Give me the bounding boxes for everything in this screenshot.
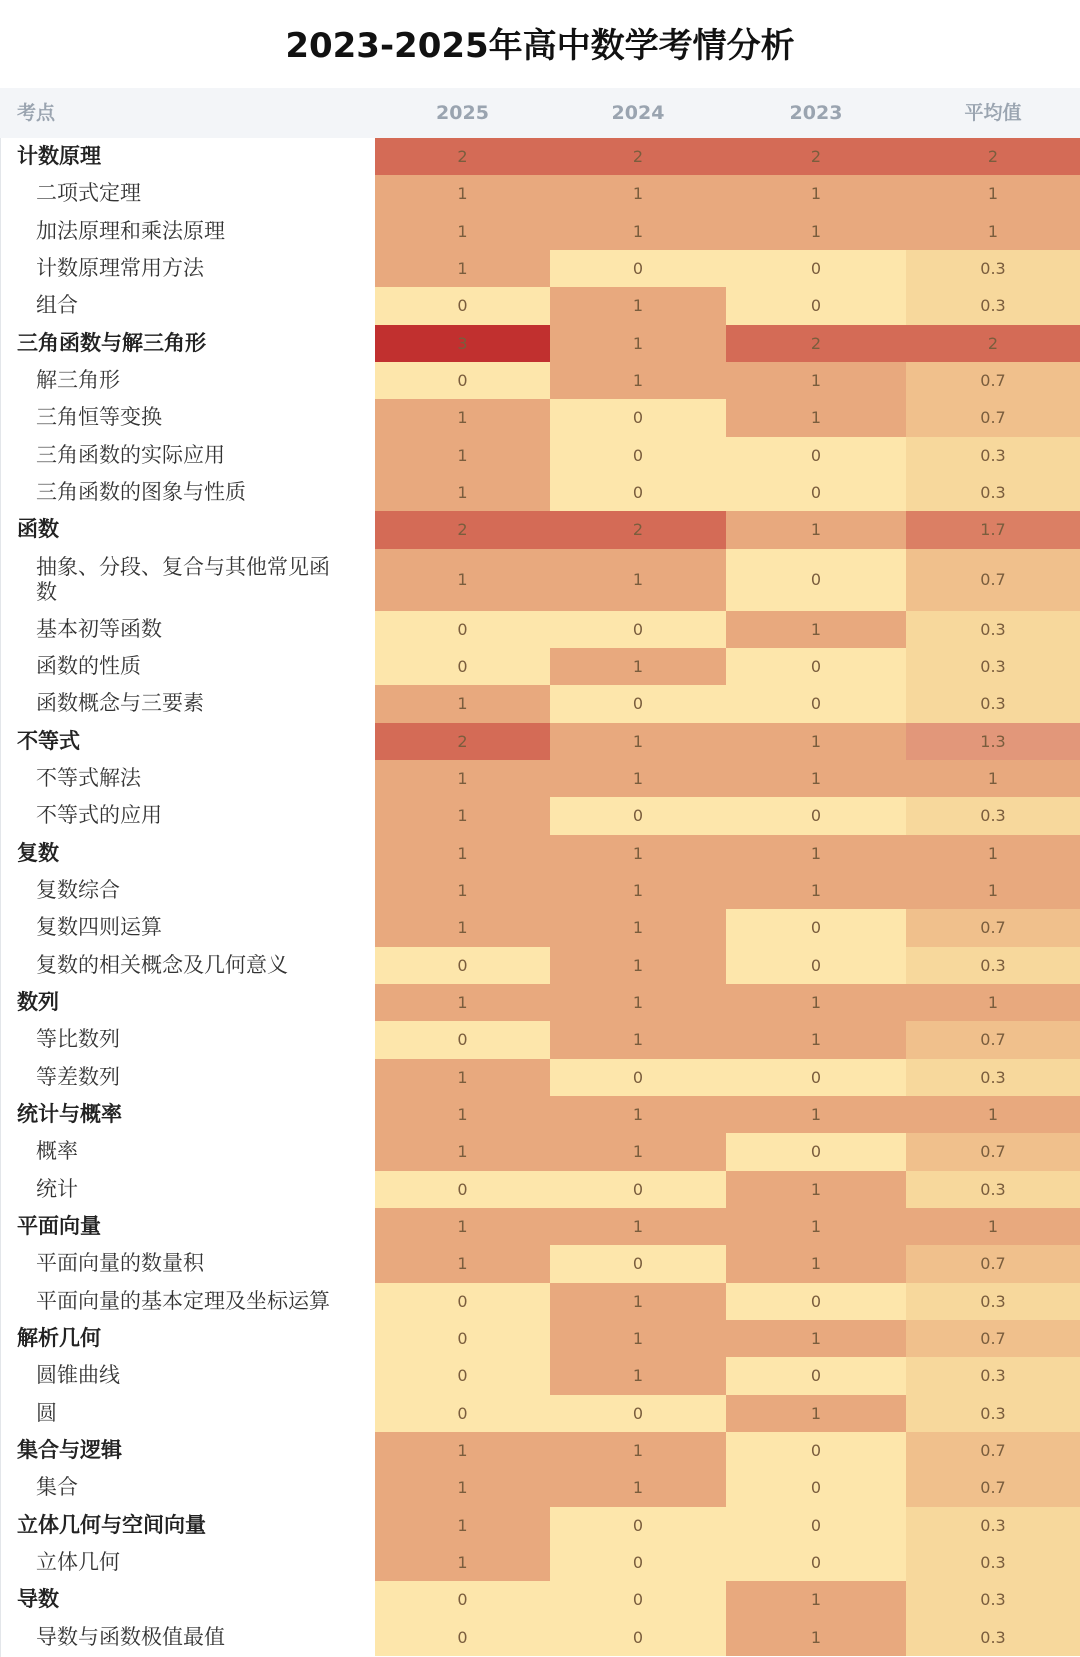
heat-cell: 1 bbox=[726, 1208, 906, 1245]
heat-cell: 1 bbox=[550, 1320, 726, 1357]
heat-cell: 1 bbox=[550, 175, 726, 212]
table-row bbox=[0, 797, 1080, 834]
heat-cell: 1 bbox=[726, 1320, 906, 1357]
table-row bbox=[0, 1544, 1080, 1581]
table-row bbox=[0, 1133, 1080, 1170]
heat-cell: 1 bbox=[375, 399, 550, 436]
heat-cell: 1 bbox=[550, 872, 726, 909]
heat-cell: 0 bbox=[550, 1171, 726, 1208]
heat-cell: 0 bbox=[550, 399, 726, 436]
heat-cell: 1 bbox=[375, 1544, 550, 1581]
average-cell: 0.3 bbox=[906, 1619, 1080, 1656]
table-row bbox=[0, 947, 1080, 984]
heat-cell: 0 bbox=[550, 1544, 726, 1581]
heat-cell: 0 bbox=[726, 947, 906, 984]
heat-cell: 1 bbox=[550, 213, 726, 250]
header-2024[interactable]: 2024 bbox=[611, 102, 665, 124]
table-row bbox=[0, 1395, 1080, 1432]
table-row bbox=[0, 1171, 1080, 1208]
average-cell: 0.7 bbox=[906, 1245, 1080, 1282]
heat-cell: 1 bbox=[726, 1395, 906, 1432]
topic-label: 复数 bbox=[17, 840, 59, 865]
table-row bbox=[0, 138, 1080, 175]
heat-cell: 1 bbox=[375, 474, 550, 511]
heat-cell: 0 bbox=[375, 947, 550, 984]
topic-label: 函数 bbox=[17, 517, 59, 542]
subtopic-label: 平面向量的基本定理及坐标运算 bbox=[36, 1288, 330, 1313]
subtopic-label: 统计 bbox=[36, 1176, 78, 1201]
heat-cell: 0 bbox=[550, 797, 726, 834]
heat-cell: 1 bbox=[726, 760, 906, 797]
heat-cell: 0 bbox=[726, 1544, 906, 1581]
heat-cell: 1 bbox=[375, 250, 550, 287]
heat-cell: 0 bbox=[726, 1507, 906, 1544]
subtopic-label: 抽象、分段、复合与其他常见函数 bbox=[36, 554, 330, 604]
heat-cell: 1 bbox=[550, 1357, 726, 1394]
subtopic-label: 二项式定理 bbox=[36, 181, 141, 206]
heat-cell: 0 bbox=[550, 1507, 726, 1544]
heat-cell: 1 bbox=[550, 362, 726, 399]
heat-cell: 0 bbox=[726, 1432, 906, 1469]
table-row bbox=[0, 362, 1080, 399]
table-row bbox=[0, 909, 1080, 946]
heat-cell: 0 bbox=[726, 1059, 906, 1096]
heat-cell: 0 bbox=[375, 1619, 550, 1656]
topic-label: 统计与概率 bbox=[17, 1102, 122, 1127]
table-row bbox=[0, 1208, 1080, 1245]
heat-cell: 1 bbox=[375, 175, 550, 212]
table-row bbox=[0, 760, 1080, 797]
heat-cell: 0 bbox=[375, 1320, 550, 1357]
heat-cell: 1 bbox=[375, 1245, 550, 1282]
heat-cell: 2 bbox=[375, 511, 550, 548]
average-cell: 1.7 bbox=[906, 511, 1080, 548]
table-row bbox=[0, 325, 1080, 362]
heat-cell: 0 bbox=[375, 287, 550, 324]
heat-cell: 1 bbox=[550, 1469, 726, 1506]
heat-cell: 0 bbox=[375, 1395, 550, 1432]
heat-cell: 0 bbox=[726, 1133, 906, 1170]
heat-cell: 1 bbox=[726, 1096, 906, 1133]
heat-cell: 1 bbox=[375, 1059, 550, 1096]
average-cell: 0.3 bbox=[906, 250, 1080, 287]
heat-cell: 1 bbox=[375, 1208, 550, 1245]
average-cell: 1 bbox=[906, 872, 1080, 909]
heat-cell: 1 bbox=[550, 909, 726, 946]
heat-cell: 1 bbox=[550, 1283, 726, 1320]
subtopic-label: 圆锥曲线 bbox=[36, 1363, 120, 1388]
header-2023[interactable]: 2023 bbox=[789, 102, 843, 124]
heat-cell: 1 bbox=[375, 1432, 550, 1469]
heat-cell: 1 bbox=[726, 1171, 906, 1208]
heat-cell: 1 bbox=[550, 760, 726, 797]
table-row bbox=[0, 399, 1080, 436]
heat-cell: 1 bbox=[726, 1581, 906, 1618]
heat-cell: 0 bbox=[550, 685, 726, 722]
heat-cell: 1 bbox=[726, 1619, 906, 1656]
heat-cell: 1 bbox=[726, 984, 906, 1021]
subtopic-label: 复数四则运算 bbox=[36, 915, 162, 940]
average-cell: 1 bbox=[906, 984, 1080, 1021]
average-cell: 0.3 bbox=[906, 1171, 1080, 1208]
subtopic-label: 三角函数的图象与性质 bbox=[36, 480, 246, 505]
subtopic-label: 不等式解法 bbox=[36, 766, 141, 791]
heat-cell: 2 bbox=[550, 511, 726, 548]
heat-cell: 1 bbox=[726, 872, 906, 909]
average-cell: 0.3 bbox=[906, 1581, 1080, 1618]
table-row bbox=[0, 511, 1080, 548]
table-row bbox=[0, 1619, 1080, 1656]
topic-label: 立体几何与空间向量 bbox=[17, 1512, 206, 1537]
table-row bbox=[0, 1507, 1080, 1544]
subtopic-label: 平面向量的数量积 bbox=[36, 1251, 204, 1276]
average-cell: 0.3 bbox=[906, 287, 1080, 324]
heat-cell: 1 bbox=[726, 723, 906, 760]
heat-cell: 0 bbox=[550, 611, 726, 648]
heat-cell: 0 bbox=[375, 1581, 550, 1618]
heat-cell: 1 bbox=[375, 760, 550, 797]
table-row bbox=[0, 1469, 1080, 1506]
topic-label: 计数原理 bbox=[17, 144, 101, 169]
average-cell: 0.7 bbox=[906, 1021, 1080, 1058]
heat-cell: 1 bbox=[375, 1096, 550, 1133]
average-cell: 0.3 bbox=[906, 474, 1080, 511]
heat-cell: 0 bbox=[375, 611, 550, 648]
header-average[interactable]: 平均值 bbox=[964, 102, 1022, 124]
subtopic-label: 三角恒等变换 bbox=[36, 405, 162, 430]
average-cell: 0.3 bbox=[906, 611, 1080, 648]
heat-cell: 1 bbox=[375, 872, 550, 909]
table-row bbox=[0, 1021, 1080, 1058]
table-row bbox=[0, 835, 1080, 872]
heat-cell: 1 bbox=[726, 1245, 906, 1282]
heat-cell: 3 bbox=[375, 325, 550, 362]
heat-cell: 1 bbox=[726, 835, 906, 872]
heat-cell: 1 bbox=[375, 1507, 550, 1544]
heat-cell: 0 bbox=[726, 549, 906, 611]
average-cell: 0.3 bbox=[906, 437, 1080, 474]
subtopic-label: 复数综合 bbox=[36, 878, 120, 903]
heat-cell: 0 bbox=[726, 437, 906, 474]
heat-cell: 1 bbox=[375, 984, 550, 1021]
heat-cell: 0 bbox=[726, 474, 906, 511]
subtopic-label: 等比数列 bbox=[36, 1027, 120, 1052]
heat-cell: 0 bbox=[375, 362, 550, 399]
average-cell: 1 bbox=[906, 175, 1080, 212]
average-cell: 0.3 bbox=[906, 648, 1080, 685]
subtopic-label: 基本初等函数 bbox=[36, 616, 162, 641]
subtopic-label: 三角函数的实际应用 bbox=[36, 442, 225, 467]
table-row bbox=[0, 723, 1080, 760]
heat-cell: 1 bbox=[375, 685, 550, 722]
average-cell: 0.7 bbox=[906, 1320, 1080, 1357]
average-cell: 0.7 bbox=[906, 362, 1080, 399]
average-cell: 0.3 bbox=[906, 1544, 1080, 1581]
heat-cell: 1 bbox=[375, 213, 550, 250]
average-cell: 2 bbox=[906, 325, 1080, 362]
heat-cell: 0 bbox=[726, 685, 906, 722]
heat-cell: 1 bbox=[726, 213, 906, 250]
heat-cell: 0 bbox=[726, 287, 906, 324]
subtopic-label: 函数的性质 bbox=[36, 654, 141, 679]
heat-cell: 2 bbox=[375, 138, 550, 175]
heat-cell: 0 bbox=[726, 1357, 906, 1394]
heat-cell: 0 bbox=[550, 474, 726, 511]
table-row bbox=[0, 611, 1080, 648]
subtopic-label: 等差数列 bbox=[36, 1064, 120, 1089]
subtopic-label: 函数概念与三要素 bbox=[36, 691, 204, 716]
table-row bbox=[0, 648, 1080, 685]
table-row bbox=[0, 549, 1080, 611]
heat-cell: 1 bbox=[550, 325, 726, 362]
average-cell: 0.7 bbox=[906, 909, 1080, 946]
heat-cell: 0 bbox=[726, 1283, 906, 1320]
subtopic-label: 立体几何 bbox=[36, 1550, 120, 1575]
heat-cell: 1 bbox=[550, 723, 726, 760]
topic-label: 平面向量 bbox=[17, 1214, 101, 1239]
subtopic-label: 组合 bbox=[36, 293, 78, 318]
table-row bbox=[0, 250, 1080, 287]
average-cell: 0.7 bbox=[906, 549, 1080, 611]
subtopic-label: 复数的相关概念及几何意义 bbox=[36, 952, 288, 977]
topic-label: 数列 bbox=[17, 990, 59, 1015]
average-cell: 0.7 bbox=[906, 1469, 1080, 1506]
average-cell: 0.7 bbox=[906, 1432, 1080, 1469]
heat-cell: 1 bbox=[726, 175, 906, 212]
heat-cell: 0 bbox=[375, 1357, 550, 1394]
table-row bbox=[0, 984, 1080, 1021]
topic-label: 解析几何 bbox=[17, 1326, 101, 1351]
average-cell: 0.3 bbox=[906, 1357, 1080, 1394]
subtopic-label: 圆 bbox=[36, 1400, 57, 1425]
heat-cell: 1 bbox=[550, 984, 726, 1021]
heat-cell: 1 bbox=[550, 1021, 726, 1058]
average-cell: 0.3 bbox=[906, 1395, 1080, 1432]
table-header bbox=[0, 88, 1080, 138]
heat-cell: 1 bbox=[550, 947, 726, 984]
table-row bbox=[0, 1357, 1080, 1394]
subtopic-label: 导数与函数极值最值 bbox=[36, 1624, 225, 1649]
table-row bbox=[0, 437, 1080, 474]
table-row bbox=[0, 1283, 1080, 1320]
heat-cell: 2 bbox=[726, 138, 906, 175]
average-cell: 0.3 bbox=[906, 947, 1080, 984]
heat-cell: 0 bbox=[726, 648, 906, 685]
table-row bbox=[0, 213, 1080, 250]
subtopic-label: 解三角形 bbox=[36, 368, 120, 393]
average-cell: 1.3 bbox=[906, 723, 1080, 760]
heat-cell: 1 bbox=[550, 835, 726, 872]
heat-cell: 1 bbox=[375, 437, 550, 474]
header-2025[interactable]: 2025 bbox=[436, 102, 489, 124]
average-cell: 0.3 bbox=[906, 797, 1080, 834]
heat-cell: 1 bbox=[550, 1133, 726, 1170]
average-cell: 0.3 bbox=[906, 1059, 1080, 1096]
table-row bbox=[0, 1245, 1080, 1282]
heat-cell: 0 bbox=[550, 1245, 726, 1282]
table-row bbox=[0, 685, 1080, 722]
page-title: 2023-2025年高中数学考情分析 bbox=[285, 26, 795, 66]
heat-cell: 0 bbox=[550, 1395, 726, 1432]
header-topic[interactable]: 考点 bbox=[17, 102, 56, 124]
average-cell: 1 bbox=[906, 835, 1080, 872]
heat-cell: 1 bbox=[375, 1133, 550, 1170]
heat-cell: 1 bbox=[726, 362, 906, 399]
table-row bbox=[0, 872, 1080, 909]
heat-cell: 1 bbox=[550, 1432, 726, 1469]
subtopic-label: 加法原理和乘法原理 bbox=[36, 218, 225, 243]
table-row bbox=[0, 1096, 1080, 1133]
heat-cell: 0 bbox=[375, 1021, 550, 1058]
table-row bbox=[0, 1059, 1080, 1096]
table-row bbox=[0, 175, 1080, 212]
subtopic-label: 不等式的应用 bbox=[36, 803, 162, 828]
heat-cell: 1 bbox=[550, 648, 726, 685]
average-cell: 0.3 bbox=[906, 1507, 1080, 1544]
topic-label: 三角函数与解三角形 bbox=[17, 330, 206, 355]
heat-cell: 1 bbox=[375, 909, 550, 946]
subtopic-label: 计数原理常用方法 bbox=[36, 256, 204, 281]
heat-cell: 1 bbox=[550, 287, 726, 324]
heat-cell: 1 bbox=[375, 549, 550, 611]
average-cell: 0.3 bbox=[906, 685, 1080, 722]
heat-cell: 2 bbox=[375, 723, 550, 760]
heat-cell: 0 bbox=[375, 648, 550, 685]
table-row bbox=[0, 1581, 1080, 1618]
topic-label: 集合与逻辑 bbox=[17, 1438, 122, 1463]
average-cell: 0.7 bbox=[906, 1133, 1080, 1170]
heat-cell: 2 bbox=[550, 138, 726, 175]
topic-label: 不等式 bbox=[17, 728, 80, 753]
heat-cell: 0 bbox=[726, 909, 906, 946]
heat-cell: 1 bbox=[375, 835, 550, 872]
heat-cell: 0 bbox=[375, 1171, 550, 1208]
average-cell: 1 bbox=[906, 760, 1080, 797]
average-cell: 2 bbox=[906, 138, 1080, 175]
table-row bbox=[0, 1320, 1080, 1357]
table-row bbox=[0, 287, 1080, 324]
heat-cell: 1 bbox=[726, 511, 906, 548]
heat-cell: 1 bbox=[550, 1096, 726, 1133]
heat-cell: 0 bbox=[550, 1619, 726, 1656]
heat-cell: 0 bbox=[550, 437, 726, 474]
table-row bbox=[0, 474, 1080, 511]
average-cell: 0.3 bbox=[906, 1283, 1080, 1320]
average-cell: 0.7 bbox=[906, 399, 1080, 436]
subtopic-label: 集合 bbox=[36, 1475, 78, 1500]
heat-cell: 0 bbox=[550, 1059, 726, 1096]
heat-cell: 0 bbox=[375, 1283, 550, 1320]
average-cell: 1 bbox=[906, 1208, 1080, 1245]
table-row bbox=[0, 1432, 1080, 1469]
subtopic-label: 概率 bbox=[36, 1139, 78, 1164]
heat-cell: 0 bbox=[550, 250, 726, 287]
heat-cell: 0 bbox=[550, 1581, 726, 1618]
heat-cell: 2 bbox=[726, 325, 906, 362]
heat-cell: 0 bbox=[726, 1469, 906, 1506]
heat-cell: 1 bbox=[375, 797, 550, 834]
heat-cell: 1 bbox=[726, 611, 906, 648]
heat-cell: 1 bbox=[375, 1469, 550, 1506]
heat-cell: 1 bbox=[550, 1208, 726, 1245]
heat-cell: 0 bbox=[726, 250, 906, 287]
topic-label: 导数 bbox=[17, 1587, 59, 1612]
heat-cell: 1 bbox=[726, 1021, 906, 1058]
average-cell: 1 bbox=[906, 1096, 1080, 1133]
average-cell: 1 bbox=[906, 213, 1080, 250]
heat-cell: 1 bbox=[550, 549, 726, 611]
heat-cell: 0 bbox=[726, 797, 906, 834]
heat-cell: 1 bbox=[726, 399, 906, 436]
